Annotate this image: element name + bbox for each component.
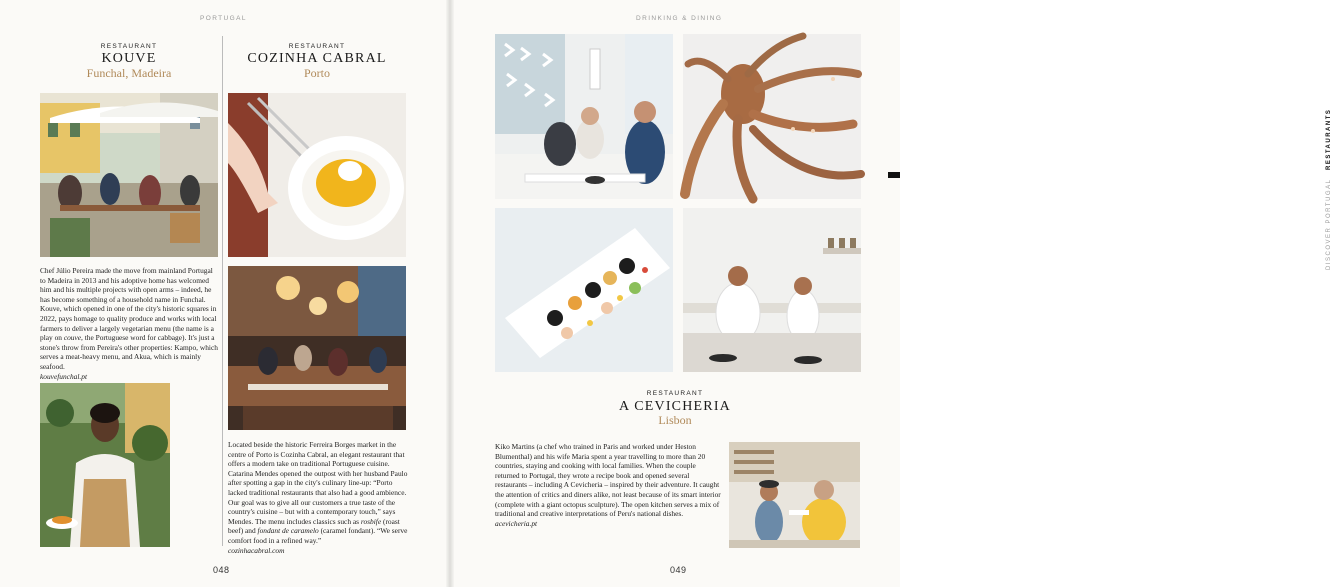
cozinha-kicker: RESTAURANT: [288, 43, 346, 50]
column-divider: [222, 36, 223, 546]
cevicheria-counter-photo: [729, 442, 860, 548]
running-head-right: DRINKING & DINING: [636, 15, 723, 22]
kouve-url[interactable]: kouvefunchal.pt: [40, 371, 87, 381]
cozinha-interior-photo: [228, 266, 406, 430]
left-page: [0, 0, 450, 587]
octopus-sculpture-photo: [683, 34, 861, 199]
right-page: [450, 0, 1332, 587]
section-side-label: [1326, 100, 1336, 300]
kouve-title: KOUVE: [101, 51, 157, 66]
cozinha-location: Porto: [303, 66, 330, 80]
ceviche-plate-photo: [495, 208, 673, 372]
section-tab-marker: [888, 172, 900, 178]
cozinha-title: COZINHA CABRAL: [247, 51, 387, 66]
open-kitchen-photo: [683, 208, 861, 372]
page-number-left: 048: [213, 565, 230, 575]
cevicheria-body: Kiko Martins (a chef who trained in Paris and worked under Heston Blumenthal) and his wife Maria spent a year travelling to more than 20 countries, staying and cooking with local families. When the couple returned to Portugal, they wrote a recipe book and opened several restaurants – including A Cevicheria – inspired by their adventure. It caught the attention of critics and diners alike, not least because of its smart interior (complete with a giant octopus sculpture). The open kitchen serves a mix of traditional and creative interpretations of Peru's national dishes. acevicheria.pt: [495, 442, 721, 528]
kouve-location: Funchal, Madeira: [86, 66, 172, 80]
kouve-chef-portrait-photo: [40, 383, 170, 547]
cozinha-dish-photo: [228, 93, 406, 257]
cozinha-body: Located beside the historic Ferreira Borges market in the centre of Porto is Cozinha Cabral, an elegant restaurant that offers a modern take on traditional Portuguese cuisine. Catarina Mendes opened the outpost with her husband Paulo after spotting a gap in the city's culinary line-up: “Porto lacked traditional restaurants that also had a good ambience. Our goal was to give all our customers a true taste of the country's cuisine – but with a contemporary touch,” says Mendes. The menu includes classics such as rosbife (roast beef) and fondant de caramelo (caramel fondant). “We serve comfort food in a refined way.” cozinhacabral.com: [228, 440, 408, 555]
side-label-restaurants: RESTAURANTS: [1326, 108, 1332, 170]
cevicheria-dining-photo: [495, 34, 673, 199]
running-head-left: PORTUGAL: [200, 15, 247, 22]
kouve-terrace-photo: [40, 93, 218, 257]
kouve-body: Chef Júlio Pereira made the move from mainland Portugal to Madeira in 2013 and his adoptive home has welcomed him and his multiple projects with open arms – indeed, he has become something of a household name in Funchal. Kouve, which opened in one of the city's historic squares in 2022, pays homage to quality produce and works with local farmers to deliver a largely vegetarian menu (the name is a play on couve, the Portuguese word for cabbage). It's just a stone's throw from Pereira's other properties: Kampo, which serves a meat-heavy menu, and Akua, which is mainly seafood. kouvefunchal.pt: [40, 266, 218, 381]
cevicheria-url[interactable]: acevicheria.pt: [495, 518, 538, 528]
kouve-kicker: RESTAURANT: [100, 43, 158, 50]
side-label-section: DISCOVER PORTUGAL: [1326, 178, 1332, 270]
cevicheria-title: A CEVICHERIA: [618, 399, 731, 414]
cevicheria-kicker: RESTAURANT: [646, 390, 704, 397]
cozinha-url[interactable]: cozinhacabral.com: [228, 545, 285, 555]
cevicheria-location: Lisbon: [658, 413, 692, 427]
page-number-right: 049: [670, 565, 687, 575]
